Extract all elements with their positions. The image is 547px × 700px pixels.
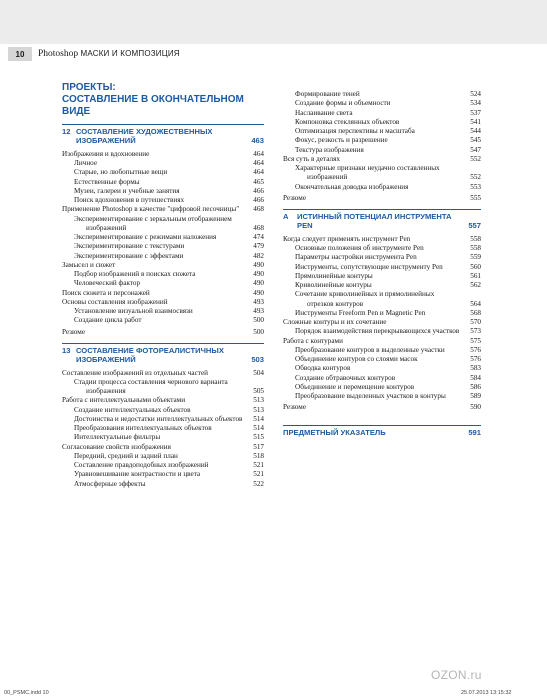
toc-entry-text: Инструменты, сопутствующие инструменту Pen <box>295 262 443 271</box>
chapter-title: ИСТИННЫЙ ПОТЕНЦИАЛ ИНСТРУМЕНТА PEN <box>297 212 452 231</box>
toc-entry-page: 589 <box>470 392 481 401</box>
toc-entry[interactable] <box>62 378 264 397</box>
toc-entry-text: Криволинейные контуры <box>295 281 372 290</box>
toc-entry-page: 466 <box>253 186 264 195</box>
toc-entry[interactable] <box>283 327 481 336</box>
toc-entry-text: Основные положения об инструменте Pen <box>295 244 424 253</box>
running-header-latin: Photoshop <box>38 49 79 59</box>
toc-entry[interactable] <box>283 392 481 401</box>
toc-entry[interactable] <box>283 290 481 309</box>
toc-entry[interactable] <box>283 337 481 346</box>
toc-entry-page: 552 <box>470 173 481 182</box>
toc-entry-page: 493 <box>253 297 264 306</box>
toc-entry-page: 479 <box>253 242 264 251</box>
toc-entry-text: Поиск сюжета и персонажей <box>62 288 150 297</box>
toc-entry-text: Составление изображений из отдельных частей <box>62 368 208 377</box>
toc-entry-page: 504 <box>253 368 264 377</box>
toc-entry[interactable] <box>62 252 264 261</box>
toc-entry-text: Преобразование выделенных участков в контуры <box>295 392 446 401</box>
toc-entry[interactable] <box>62 196 264 205</box>
toc-entry-page: 558 <box>470 234 481 243</box>
toc-entry-text: Согласование свойств изображения <box>62 442 171 451</box>
toc-entry[interactable] <box>283 99 481 108</box>
toc-entry[interactable] <box>62 242 264 251</box>
toc-entry[interactable] <box>62 396 264 405</box>
toc-entry-text: Оптимизация перспективы и масштаба <box>295 127 415 135</box>
toc-entry-text: Объединение и перемещение контуров <box>295 382 415 391</box>
toc-entry-text: Обводка контуров <box>295 364 351 373</box>
toc-entry-text: Сочетание криволинейных и прямолинейных отрезков контуров <box>295 290 435 308</box>
toc-entry[interactable] <box>283 318 481 327</box>
toc-entry[interactable] <box>283 183 481 192</box>
toc-entry-page: 575 <box>470 336 481 345</box>
toc-entry-page: 568 <box>470 308 481 317</box>
toc-entry-page: 537 <box>470 108 481 117</box>
chapter-page: 557 <box>468 221 481 231</box>
toc-entry-page: 521 <box>253 461 264 470</box>
toc-entry-page: 500 <box>253 327 264 336</box>
toc-entry-text: Работа с интеллектуальными объектами <box>62 396 186 405</box>
index-page: 591 <box>468 427 481 437</box>
toc-entry-text: Создание интеллектуальных объектов <box>74 405 191 414</box>
toc-entry-page: 524 <box>470 90 481 98</box>
toc-entry-page: 466 <box>253 196 264 205</box>
chapter-number: 12 <box>62 127 71 136</box>
toc-entry-page: 564 <box>470 299 481 308</box>
toc-entry-text: Порядок взаимодействия перекрывающихся участков <box>295 327 460 336</box>
toc-entry-text: Изображения и вдохновение <box>62 149 150 158</box>
toc-entry[interactable] <box>283 155 481 164</box>
chapter-page: 503 <box>251 355 264 365</box>
toc-entry-text: Формирование теней <box>295 90 360 98</box>
toc-entry-text: Экспериментирование с зеркальным отображением изображений <box>74 214 232 232</box>
toc-entry[interactable] <box>283 281 481 290</box>
toc-entry-text: Передний, средний и задний план <box>74 451 178 460</box>
toc-entry-text: Интеллектуальные фильтры <box>74 433 161 442</box>
toc-entry-text: Уравновешивание контрастности и цвета <box>74 470 201 479</box>
toc-entry[interactable] <box>283 383 481 392</box>
toc-entry-text: Создание обтравочных контуров <box>295 373 396 382</box>
toc-entry-page: 552 <box>470 154 481 163</box>
toc-entry-page: 490 <box>253 288 264 297</box>
toc-entry-page: 584 <box>470 373 481 382</box>
index-title: ПРЕДМЕТНЫЙ УКАЗАТЕЛЬ <box>283 427 386 437</box>
toc-entry[interactable] <box>283 118 481 127</box>
toc-entry[interactable] <box>62 270 264 279</box>
toc-entry-text: Замысел и сюжет <box>62 260 116 269</box>
toc-entry-text: Старые, но любопытные вещи <box>74 168 168 177</box>
toc-entry[interactable] <box>62 369 264 378</box>
toc-entry-page: 465 <box>253 177 264 186</box>
toc-entry-page: 541 <box>470 117 481 126</box>
toc-entry-page: 561 <box>470 271 481 280</box>
toc-entry[interactable] <box>283 194 481 203</box>
toc-entry[interactable] <box>62 205 264 214</box>
toc-entry-text: Резюме <box>283 403 307 412</box>
toc-entry-page: 590 <box>470 403 481 412</box>
toc-entry[interactable] <box>283 355 481 364</box>
toc-entry-page: 513 <box>253 396 264 405</box>
toc-entry-text: Когда следует применять инструмент Pen <box>283 234 411 243</box>
toc-entry-text: Стадии процесса составления чернового варианта изображения <box>74 377 228 396</box>
toc-entry-text: Окончательная доводка изображения <box>295 182 409 191</box>
toc-entry[interactable] <box>283 374 481 383</box>
toc-entry[interactable] <box>283 146 481 155</box>
toc-entry-page: 464 <box>253 149 264 158</box>
toc-entry[interactable] <box>62 178 264 187</box>
toc-entry-text: Составление правдоподобных изображений <box>74 461 209 470</box>
toc-entry-page: 560 <box>470 262 481 271</box>
chapter-title: СОСТАВЛЕНИЕ ХУДОЖЕСТВЕННЫХ ИЗОБРАЖЕНИЙ <box>76 127 213 146</box>
toc-entry[interactable] <box>283 136 481 145</box>
toc-entry-page: 576 <box>470 355 481 364</box>
toc-entry-page: 558 <box>470 244 481 253</box>
toc-entry-text: Сложные контуры и их сочетание <box>283 318 387 327</box>
toc-entry-text: Установление визуальной взаимосвязи <box>74 307 193 316</box>
toc-entry-page: 464 <box>253 168 264 177</box>
chapter-number: 13 <box>62 345 71 355</box>
toc-entry-page: 586 <box>470 382 481 391</box>
toc-entry[interactable] <box>62 424 264 433</box>
toc-entry[interactable] <box>283 244 481 253</box>
toc-entry-page: 544 <box>470 127 481 135</box>
toc-entry[interactable] <box>283 364 481 373</box>
toc-left-column <box>62 82 264 489</box>
toc-entry-text: Параметры настройки инструмента Pen <box>295 253 417 262</box>
toc-entry[interactable] <box>62 406 264 415</box>
toc-right-column <box>283 82 481 437</box>
toc-entry-page: 559 <box>470 253 481 262</box>
toc-entry[interactable] <box>62 215 264 234</box>
toc-entry-page: 513 <box>253 405 264 414</box>
toc-entry-page: 553 <box>470 182 481 191</box>
toc-entry-text: Создание формы и объемности <box>295 99 391 108</box>
toc-entry[interactable] <box>62 279 264 288</box>
toc-entry[interactable] <box>62 316 264 325</box>
toc-entry-text: Работа с контурами <box>283 336 343 345</box>
toc-entry-page: 521 <box>253 470 264 479</box>
chapter-title: СОСТАВЛЕНИЕ ФОТОРЕАЛИСТИЧНЫХ ИЗОБРАЖЕНИЙ <box>76 345 224 365</box>
toc-entry-text: Фокус, резкость и разрешение <box>295 136 388 145</box>
running-header <box>38 47 180 61</box>
chapter-heading[interactable] <box>62 343 264 365</box>
toc-entry-page: 515 <box>253 433 264 442</box>
toc-entry-page: 468 <box>253 205 264 214</box>
toc-entry-page: 464 <box>253 159 264 168</box>
toc-entry-text: Наслаивание света <box>295 108 353 117</box>
toc-entry-page: 576 <box>470 345 481 354</box>
toc-entry[interactable] <box>283 90 481 99</box>
toc-entry[interactable] <box>62 289 264 298</box>
toc-right-entries <box>283 90 481 437</box>
toc-entry[interactable] <box>283 263 481 272</box>
toc-entry-page: 474 <box>253 233 264 242</box>
toc-entry[interactable] <box>62 298 264 307</box>
toc-entry-page: 522 <box>253 479 264 488</box>
footer-file: 00_PSMC.indd 10 <box>4 690 49 696</box>
toc-entry-page: 490 <box>253 270 264 279</box>
toc-entry-text: Характерные признаки неудачно составленных изображений <box>295 164 440 182</box>
toc-entry[interactable] <box>283 235 481 244</box>
toc-entry-text: Инструменты Freeform Pen и Magnetic Pen <box>295 308 426 317</box>
toc-entry-page: 545 <box>470 136 481 145</box>
toc-entry-text: Применение Photoshop в качестве "цифровой песочницы" <box>62 205 240 214</box>
toc-entry-page: 534 <box>470 99 481 108</box>
toc-entry-text: Человеческий фактор <box>74 279 141 288</box>
toc-entry[interactable] <box>283 272 481 281</box>
chapter-number: A <box>283 212 289 221</box>
chapter-heading[interactable] <box>283 209 481 231</box>
toc-entry-text: Экспериментирование с режимами наложения <box>74 233 217 242</box>
toc-entry-page: 482 <box>253 251 264 260</box>
toc-entry-text: Преобразования интеллектуальных объектов <box>74 424 212 433</box>
toc-entry[interactable] <box>283 109 481 118</box>
toc-entry-page: 514 <box>253 414 264 423</box>
toc-entry[interactable] <box>283 346 481 355</box>
toc-entry-text: Резюме <box>62 327 86 336</box>
toc-entry[interactable] <box>62 159 264 168</box>
index-heading[interactable] <box>283 425 481 437</box>
toc-entry[interactable] <box>283 253 481 262</box>
toc-entry[interactable] <box>62 452 264 461</box>
toc-left-entries <box>62 124 264 489</box>
section-heading <box>62 82 264 118</box>
toc-entry-text: Основы составления изображений <box>62 297 168 306</box>
toc-entry[interactable] <box>62 150 264 159</box>
toc-entry[interactable] <box>62 480 264 489</box>
toc-entry[interactable] <box>62 470 264 479</box>
toc-entry-page: 555 <box>470 193 481 202</box>
toc-entry-page: 490 <box>253 279 264 288</box>
toc-entry-text: Прямолинейные контуры <box>295 271 373 280</box>
toc-entry-text: Текстура изображения <box>295 145 364 154</box>
toc-entry-text: Объединение контуров со слоями масок <box>295 355 418 364</box>
top-margin-band <box>0 0 547 44</box>
toc-entry-text: Достоинства и недостатки интеллектуальных объектов <box>74 414 243 423</box>
toc-entry-text: Вся суть в деталях <box>283 154 340 163</box>
toc-entry-page: 514 <box>253 424 264 433</box>
toc-entry[interactable] <box>62 328 264 337</box>
page-number: 10 <box>8 47 32 61</box>
toc-entry-text: Поиск вдохновения в путешествиях <box>74 196 185 205</box>
toc-entry-page: 547 <box>470 145 481 154</box>
toc-entry-page: 562 <box>470 281 481 290</box>
toc-entry[interactable] <box>62 261 264 270</box>
footer-timestamp: 25.07.2013 13:15:32 <box>461 690 512 696</box>
chapter-page: 463 <box>251 136 264 146</box>
toc-entry-text: Личное <box>74 159 98 168</box>
toc-entry-page: 490 <box>253 260 264 269</box>
toc-entry[interactable] <box>62 168 264 177</box>
toc-entry[interactable] <box>62 233 264 242</box>
toc-entry[interactable] <box>283 403 481 412</box>
toc-entry-page: 573 <box>470 327 481 336</box>
toc-entry[interactable] <box>62 433 264 442</box>
toc-entry[interactable] <box>62 461 264 470</box>
toc-entry-page: 493 <box>253 307 264 316</box>
section-heading-line2: СОСТАВЛЕНИЕ В ОКОНЧАТЕЛЬНОМ ВИДЕ <box>62 94 244 117</box>
toc-entry[interactable] <box>62 415 264 424</box>
toc-entry[interactable] <box>62 187 264 196</box>
toc-entry-page: 570 <box>470 318 481 327</box>
running-header-cyrillic: МАСКИ И КОМПОЗИЦИЯ <box>80 49 180 58</box>
toc-entry-text: Подбор изображений в поисках сюжета <box>74 270 196 279</box>
toc-entry-text: Компоновка стеклянных объектов <box>295 117 400 126</box>
chapter-heading[interactable] <box>62 124 264 146</box>
toc-entry-text: Резюме <box>283 193 307 202</box>
toc-entry-page: 518 <box>253 451 264 460</box>
toc-entry-page: 505 <box>253 387 264 396</box>
watermark: OZON.ru <box>431 668 482 682</box>
toc-entry-page: 583 <box>470 364 481 373</box>
toc-entry-text: Естественные формы <box>74 177 140 186</box>
section-heading-line1: ПРОЕКТЫ: <box>62 82 116 93</box>
toc-entry[interactable] <box>62 443 264 452</box>
toc-entry-page: 468 <box>253 223 264 232</box>
toc-entry-text: Экспериментирование с текстурами <box>74 242 185 251</box>
toc-entry-text: Экспериментирование с эффектами <box>74 251 184 260</box>
toc-entry[interactable] <box>62 307 264 316</box>
toc-entry-text: Создание цикла работ <box>74 316 142 325</box>
toc-entry-text: Преобразование контуров в выделенные участки <box>295 345 445 354</box>
toc-entry[interactable] <box>283 164 481 183</box>
toc-entry-page: 500 <box>253 316 264 325</box>
toc-entry-text: Музеи, галереи и учебные занятия <box>74 186 180 195</box>
toc-entry[interactable] <box>283 309 481 318</box>
toc-entry-text: Атмосферные эффекты <box>74 479 146 488</box>
toc-entry[interactable] <box>283 127 481 136</box>
toc-entry-page: 517 <box>253 442 264 451</box>
